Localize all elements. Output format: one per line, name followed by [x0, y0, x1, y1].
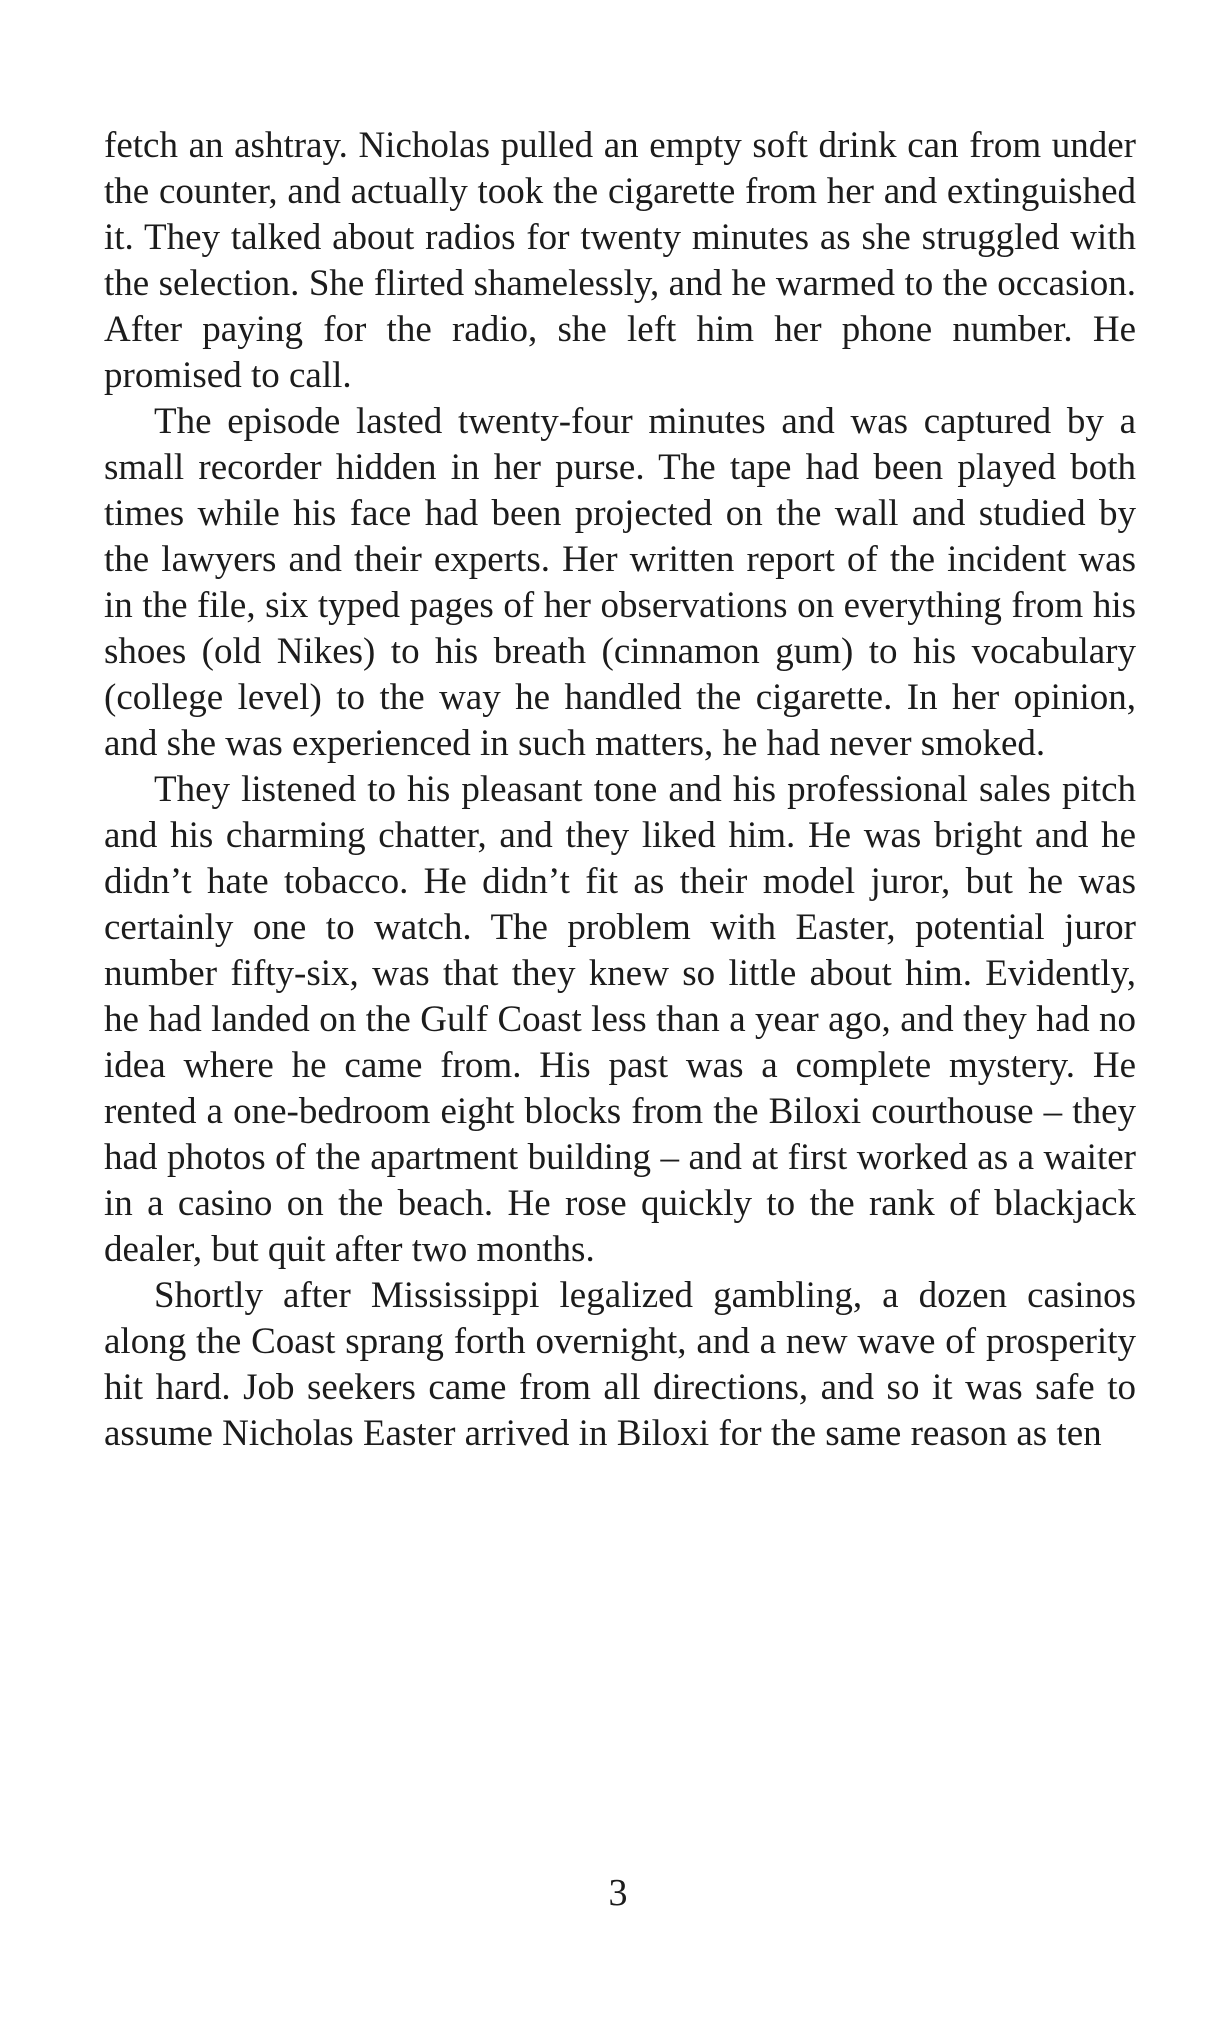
paragraph: They listened to his pleasant tone and his professional sales pitch and his charming chatter, and they liked him. He was bright and he didn’t hate tobacco. He didn’t fit as their model juror, but he was certainly one to watch. The problem with Easter, potential juror number fifty-six, was that they knew so little about him. Evidently, he had landed on the Gulf Coast less than a year ago, and they had no idea where he came from. His past was a complete mystery. He rented a one-bedroom eight blocks from the Biloxi courthouse – they had photos of the apartment building – and at first worked as a waiter in a casino on the beach. He rose quickly to the rank of blackjack dealer, but quit after two months. — [104, 769, 1136, 1270]
paragraph-continued: fetch an ashtray. Nicholas pulled an empty soft drink can from under the counter, and actually took the cigarette from her and extinguished it. They talked about radios for twenty minutes as she struggled with the selection. She flirted shamelessly, and he warmed to the occasion. After paying for the radio, she left him her phone number. He promised to call. — [104, 125, 1136, 396]
page-number-container — [0, 1870, 1228, 1916]
page-number: 3 — [608, 1872, 628, 1914]
body-text — [104, 123, 1136, 1457]
paragraph: The episode lasted twenty-four minutes and was captured by a small recorder hidden in her purse. The tape had been played both times while his face had been projected on the wall and studied by the lawyers and their experts. Her written report of the incident was in the file, six typed pages of her observations on everything from his shoes (old Nikes) to his breath (cinnamon gum) to his vocabulary (college level) to the way he handled the cigarette. In her opinion, and she was experienced in such matters, he had never smoked. — [104, 401, 1136, 764]
paragraph: Shortly after Mississippi legalized gambling, a dozen casinos along the Coast sprang forth overnight, and a new wave of prosperity hit hard. Job seekers came from all directions, and so it was safe to assume Nicholas Easter arrived in Biloxi for the same reason as ten — [104, 1275, 1136, 1454]
